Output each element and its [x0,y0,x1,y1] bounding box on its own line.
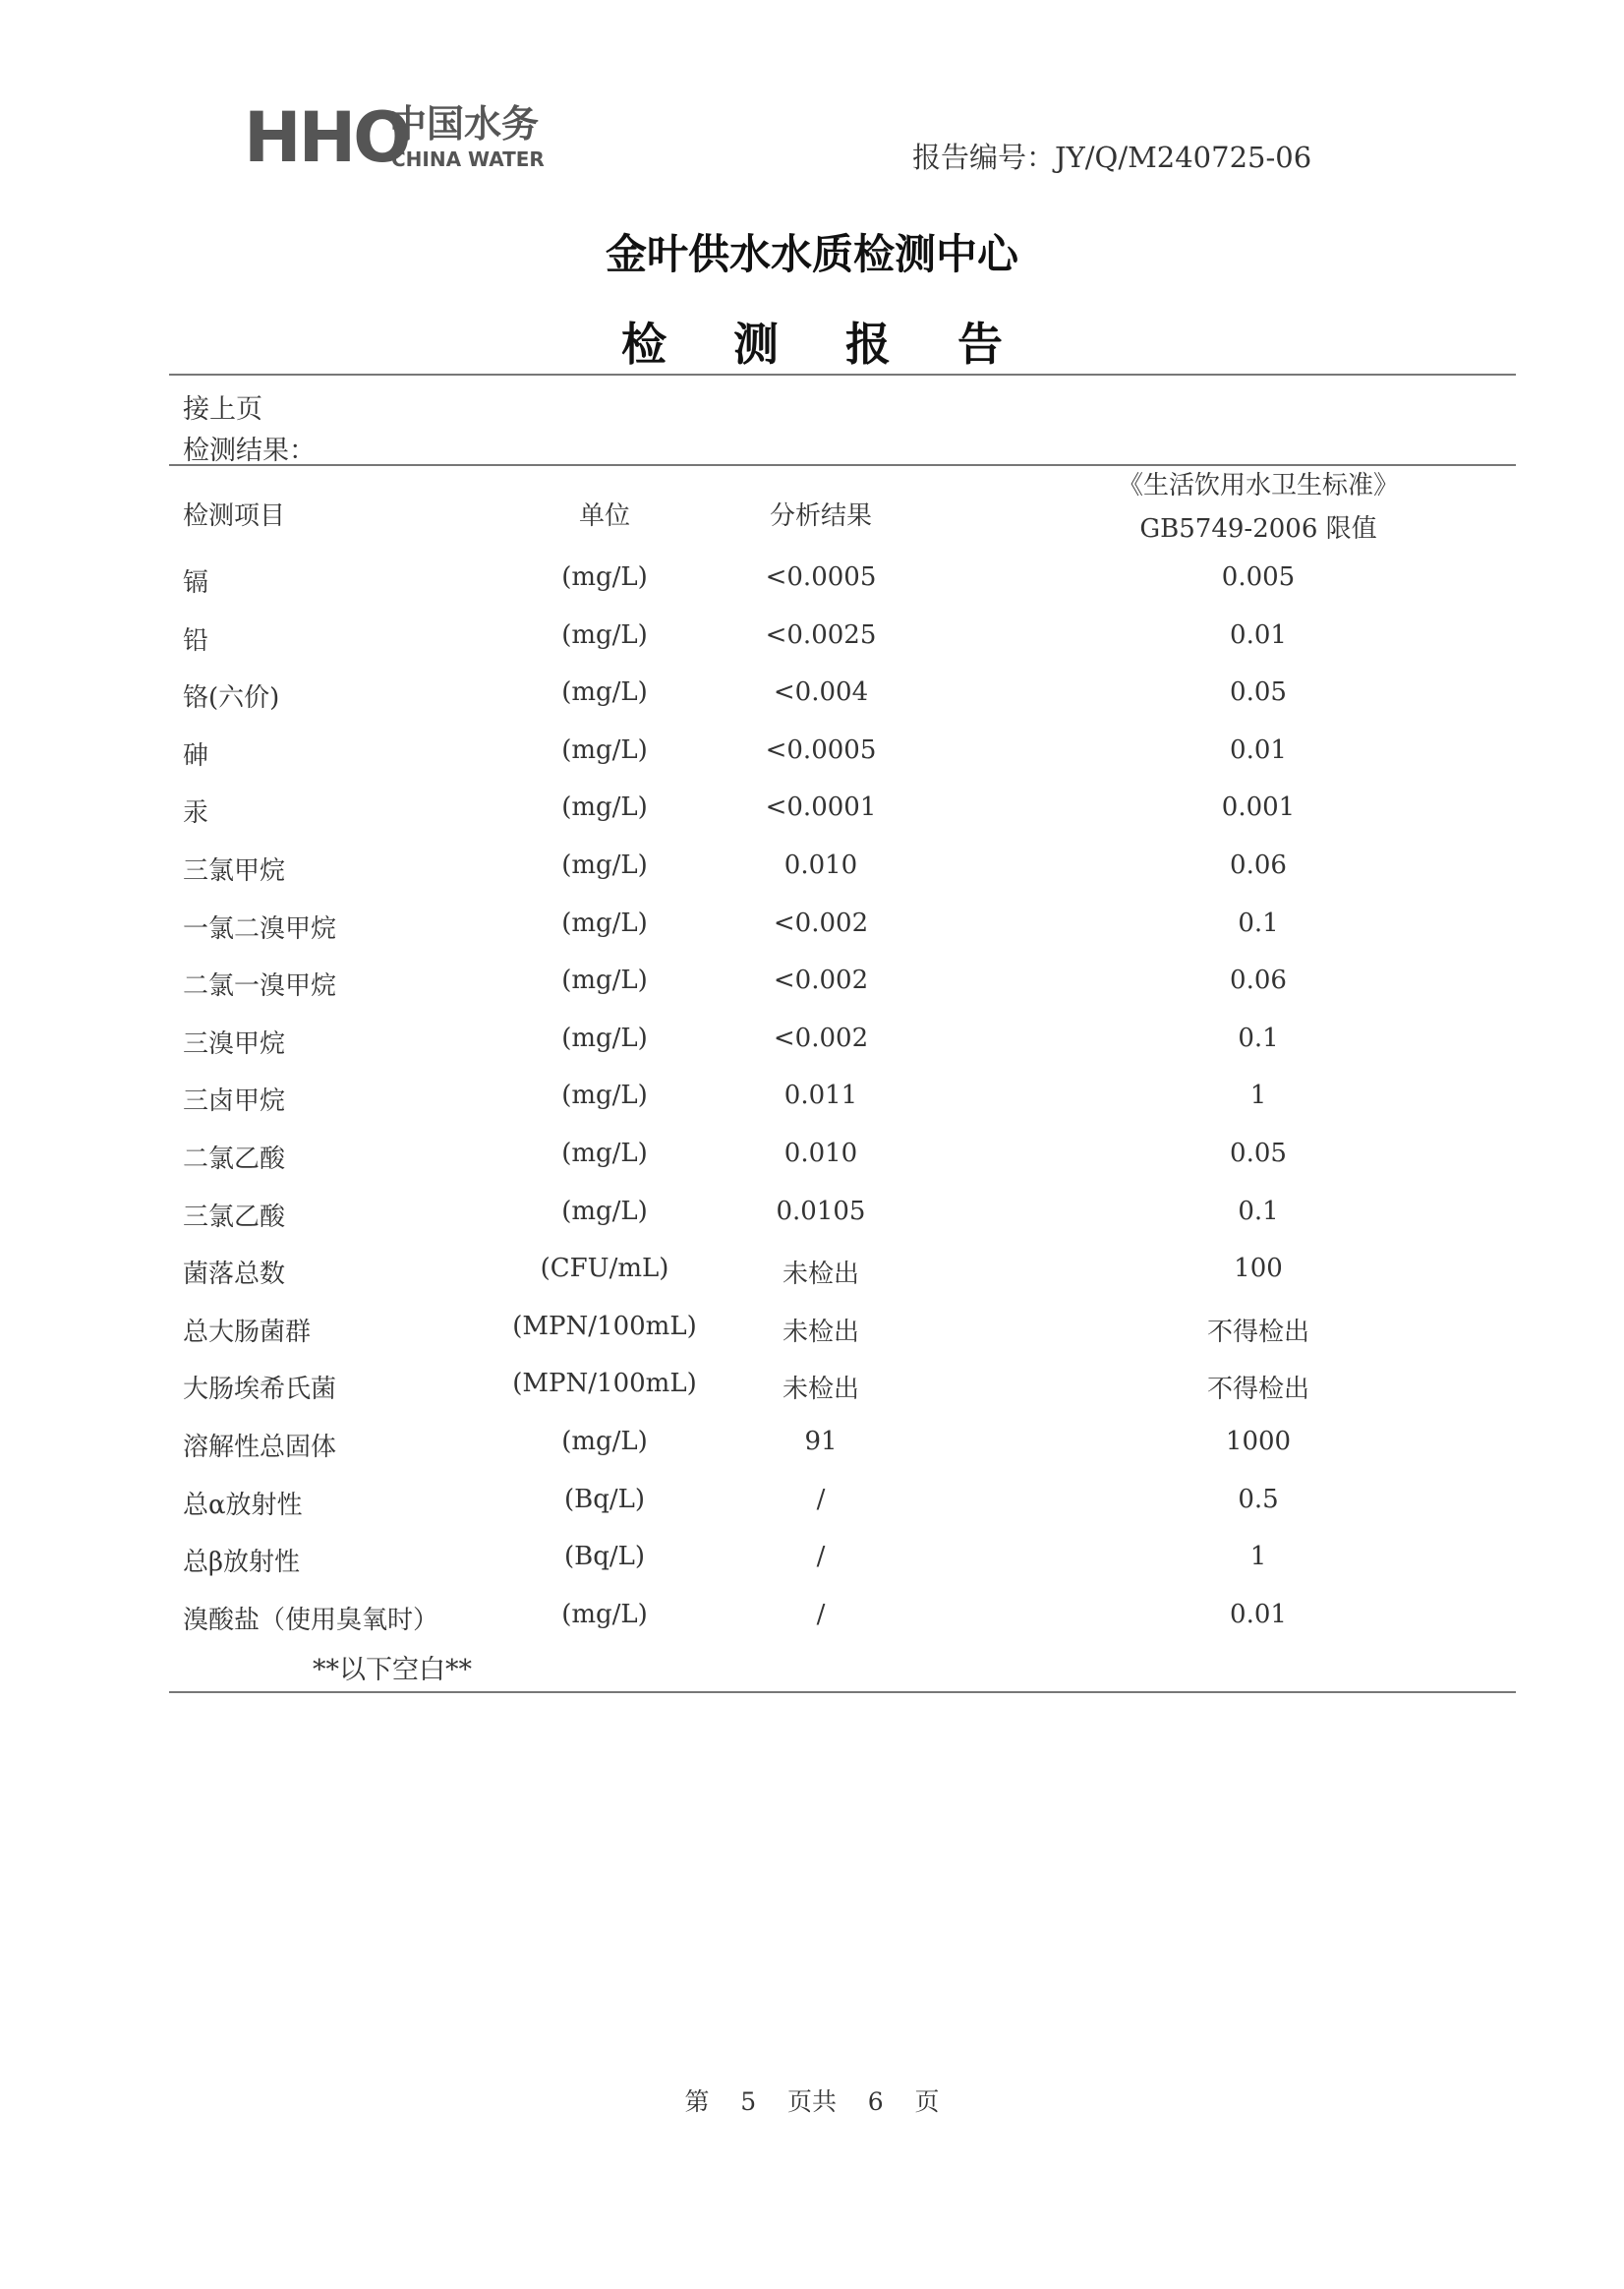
cell-limit: 0.05 [1230,677,1287,707]
cell-unit: (mg/L) [561,735,648,765]
cell-limit: 0.01 [1230,735,1287,765]
cell-limit: 0.1 [1238,1024,1279,1053]
cell-limit: 0.005 [1221,562,1296,592]
cell-result: 未检出 [782,1318,859,1347]
report-title: 检 测 报 告 [620,318,1029,371]
header-standard-name: 《生活饮用水卫生标准》 [1117,471,1399,500]
cell-item: 三卤甲烷 [183,1086,286,1116]
header-standard [1072,464,1445,551]
cell-unit: (mg/L) [561,909,648,938]
cell-unit: (mg/L) [561,677,648,707]
cell-limit: 0.5 [1238,1485,1279,1514]
cell-unit: (mg/L) [561,1427,648,1456]
cell-unit: (mg/L) [561,1024,648,1053]
continued-label: 接上页 [183,394,262,425]
cell-limit: 0.1 [1238,1197,1279,1226]
logo-name-cn: 中国水务 [389,102,540,146]
cell-item: 二氯一溴甲烷 [183,971,337,1001]
cell-item: 镉 [183,568,209,598]
cell-item: 三氯甲烷 [183,856,286,886]
cell-unit: (MPN/100mL) [512,1312,697,1341]
cell-limit: 不得检出 [1206,1318,1309,1347]
cell-limit: 0.001 [1221,792,1296,822]
cell-unit: (Bq/L) [563,1542,646,1571]
cell-result: <0.0025 [765,620,877,650]
cell-unit: (mg/L) [561,620,648,650]
cell-limit: 100 [1234,1254,1283,1283]
cell-item: 溶解性总固体 [183,1433,337,1462]
cell-result: / [816,1600,826,1629]
cell-limit: 0.05 [1230,1139,1287,1168]
cell-result: 91 [804,1427,838,1456]
cell-item: 菌落总数 [183,1260,286,1289]
cell-item: 一氯二溴甲烷 [183,914,337,944]
top-divider [169,374,1516,376]
cell-result: <0.004 [773,677,869,707]
cell-result: / [816,1485,826,1514]
cell-limit: 1000 [1225,1427,1292,1456]
report-number: 报告编号：JY/Q/M240725-06 [912,141,1312,174]
cell-item: 三氯乙酸 [183,1203,286,1232]
header-result: 分析结果 [769,501,872,531]
cell-unit: (mg/L) [561,792,648,822]
cell-result: 0.010 [783,1139,858,1168]
cell-limit: 0.1 [1238,909,1279,938]
cell-result: 0.011 [783,1081,858,1110]
center-name: 金叶供水水质检测中心 [605,230,1018,278]
cell-limit: 0.06 [1230,851,1287,880]
footer-page-current: 5 [740,2087,757,2116]
footer-page-total: 6 [867,2087,884,2116]
bottom-divider [169,1691,1516,1693]
cell-result: / [816,1542,826,1571]
cell-item: 铅 [183,626,209,656]
header-item: 检测项目 [183,501,286,531]
cell-limit: 0.01 [1230,620,1287,650]
cell-item: 二氯乙酸 [183,1144,286,1174]
cell-result: 0.010 [783,851,858,880]
cell-unit: (Bq/L) [563,1485,646,1514]
cell-item: 铬(六价) [183,683,280,713]
cell-item: 砷 [183,741,209,771]
footer-page-prefix: 第 [684,2087,710,2116]
cell-limit: 0.06 [1230,966,1287,995]
cell-unit: (mg/L) [561,1197,648,1226]
cell-item: 汞 [183,798,209,828]
cell-result: <0.0005 [765,735,877,765]
cell-item: 三溴甲烷 [183,1029,286,1059]
cell-unit: (mg/L) [561,851,648,880]
cell-limit: 1 [1249,1081,1267,1110]
cell-result: <0.002 [773,1024,869,1053]
cell-result: <0.0001 [765,792,877,822]
cell-unit: (mg/L) [561,562,648,592]
cell-limit: 不得检出 [1206,1375,1309,1404]
header-unit: 单位 [578,501,630,531]
cell-item: 总α放射性 [183,1491,303,1520]
footer-page-middle: 页共 [786,2087,837,2116]
cell-item: 大肠埃希氏菌 [183,1375,337,1404]
cell-result: <0.002 [773,966,869,995]
blank-note: **以下空白** [313,1655,472,1685]
logo-brand: HHO [244,97,409,178]
cell-unit: (mg/L) [561,966,648,995]
cell-unit: (mg/L) [561,1600,648,1629]
logo-name-en: CHINA WATER [391,147,545,171]
cell-result: 0.0105 [776,1197,866,1226]
cell-item: 总大肠菌群 [183,1318,312,1347]
results-label: 检测结果： [183,436,316,466]
cell-result: 未检出 [782,1260,859,1289]
cell-unit: (MPN/100mL) [512,1369,697,1398]
cell-unit: (mg/L) [561,1139,648,1168]
cell-limit: 0.01 [1230,1600,1287,1629]
cell-unit: (CFU/mL) [540,1254,669,1283]
page-footer [0,2083,1624,2118]
cell-limit: 1 [1249,1542,1267,1571]
cell-unit: (mg/L) [561,1081,648,1110]
cell-item: 总β放射性 [183,1548,301,1577]
footer-page-suffix: 页 [914,2087,940,2116]
cell-result: <0.0005 [765,562,877,592]
cell-item: 溴酸盐（使用臭氧时） [183,1606,439,1635]
cell-result: 未检出 [782,1375,859,1404]
header-standard-code: GB5749-2006 限值 [1139,514,1377,544]
cell-result: <0.002 [773,909,869,938]
